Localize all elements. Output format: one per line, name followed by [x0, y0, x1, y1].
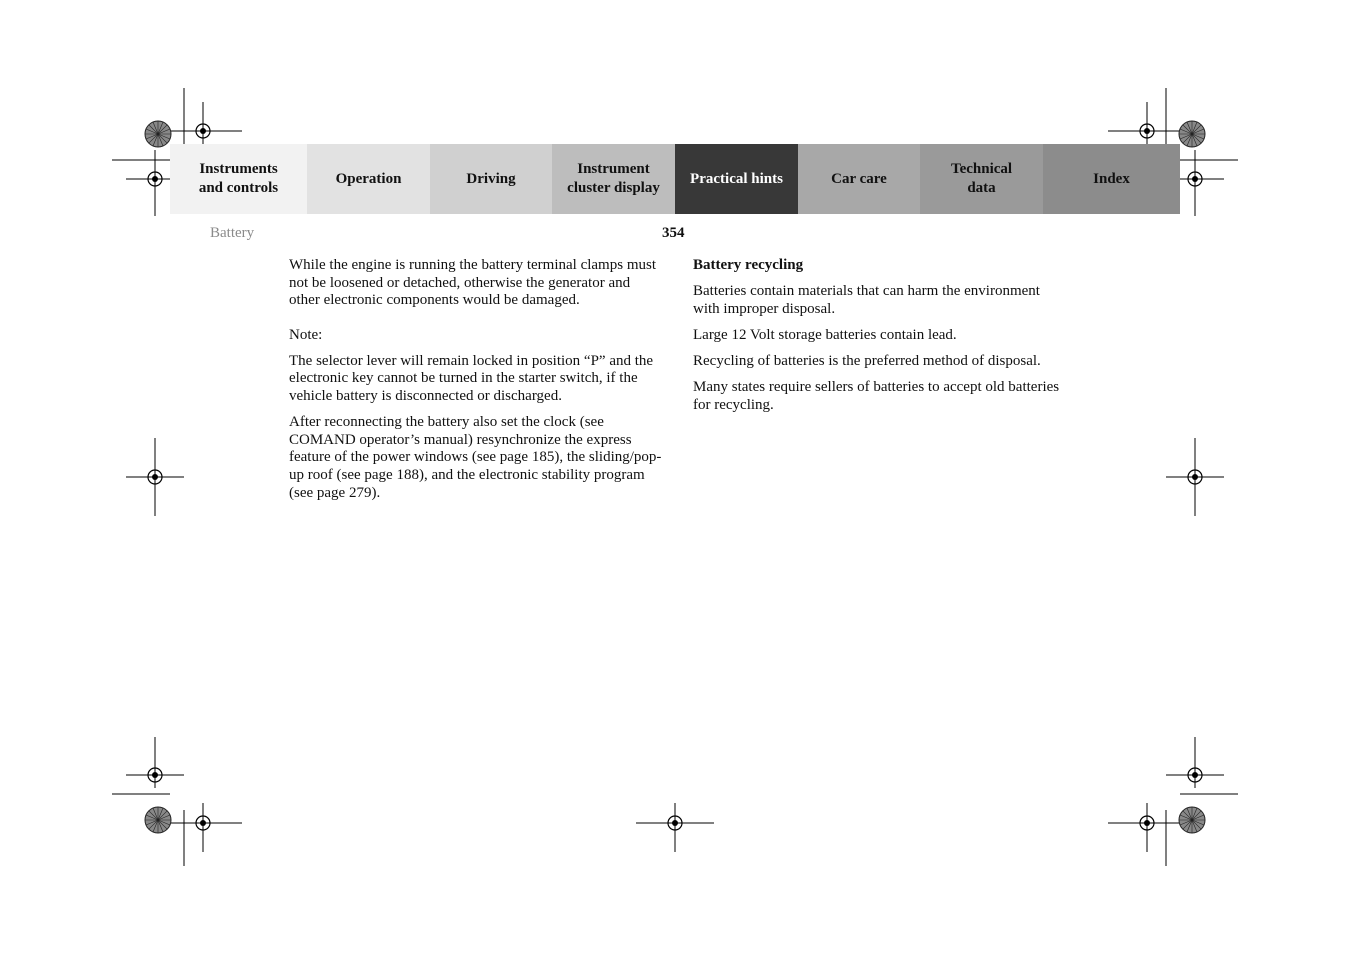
- battery-recycling-heading: Battery recycling: [693, 257, 804, 273]
- tab-practical-hints[interactable]: Practical hints: [675, 144, 798, 214]
- tab-car-care[interactable]: Car care: [798, 144, 920, 214]
- tab-instrument-cluster-display[interactable]: Instrument cluster display: [552, 144, 675, 214]
- right-column: [693, 257, 1063, 423]
- tab-instruments-and-controls[interactable]: Instruments and controls: [170, 144, 307, 214]
- recycling-paragraph-4: Many states require sellers of batteries to accept old batteries for recycling.: [693, 378, 1060, 413]
- warning-paragraph: While the engine is running the battery terminal clamps must not be loosened or detached, otherwise the generator and other electronic components would be damaged.: [289, 257, 656, 309]
- tab-technical-data[interactable]: Technical data: [920, 144, 1043, 214]
- tab-index[interactable]: Index: [1043, 144, 1180, 214]
- recycling-paragraph-2: Large 12 Volt storage batteries contain lead.: [693, 326, 957, 343]
- page-number: 354: [662, 225, 685, 241]
- chapter-tabs: [170, 144, 1180, 214]
- note-label: Note:: [289, 326, 323, 343]
- tab-driving[interactable]: Driving: [430, 144, 552, 214]
- note-paragraph-selector-lever: The selector lever will remain locked in position “P” and the electronic key cannot be turned in the starter switch, if the vehicle battery is disconnected or discharged.: [289, 352, 654, 405]
- recycling-paragraph-3: Recycling of batteries is the preferred method of disposal.: [693, 352, 1041, 369]
- section-title: Battery: [210, 225, 255, 241]
- left-column: [289, 257, 664, 511]
- recycling-paragraph-1: Batteries contain materials that can harm the environment with improper disposal.: [693, 283, 1040, 317]
- note-paragraph-reconnecting: After reconnecting the battery also set the clock (see COMAND operator’s manual) resynchronize the express feature of the power windows (see page 185), the sliding/pop-up roof (see page 188), and the electronic stability program (see page 279).: [289, 414, 662, 501]
- tab-operation[interactable]: Operation: [307, 144, 430, 214]
